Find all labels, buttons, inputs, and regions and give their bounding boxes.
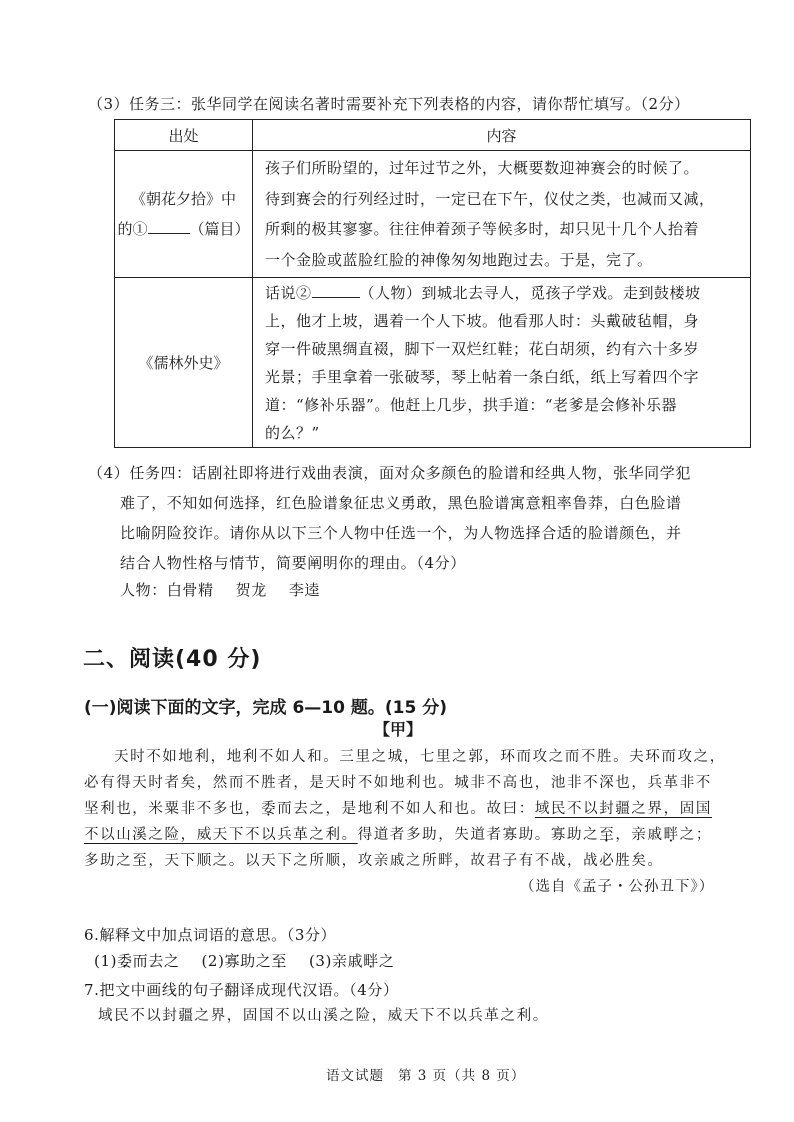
passage-line: 多助之至，天下顺之。以天下之所顺，攻亲戚之所畔，故君子有不战，战必胜矣。 — [84, 853, 664, 869]
blank-1-label: 的① — [117, 220, 148, 238]
page-footer — [326, 1064, 525, 1084]
task4-line: （4）任务四：话剧社即将进行戏曲表演，面对众多颜色的脸谱和经典人物，张华同学犯 — [88, 464, 691, 482]
passage-text: 而去之，是地利不如人和也。故曰： — [277, 801, 535, 817]
row2-line-first — [265, 279, 742, 307]
task4-line: 比喻阴险狡诈。请你从以下三个人物中任选一个，为人物选择合适的脸谱颜色，并 — [120, 524, 682, 542]
task3-heading: （3）任务三：张华同学在阅读名著时需要补充下列表格的内容，请你帮忙填写。（2分） — [88, 95, 690, 113]
passage-text: 坚利也，米粟非不多也， — [84, 801, 262, 817]
passage-line: 必有得天时者矣，然而不胜者，是天时不如地利也。城非不高也，池非不深也，兵革非不 — [84, 775, 712, 791]
blank-2-label: 话说② — [265, 283, 312, 302]
dotted-word: 至 — [271, 952, 287, 970]
character-option: 贺龙 — [235, 581, 267, 599]
answer-blank-1[interactable] — [148, 233, 190, 234]
passage-label: 【甲】 — [374, 720, 423, 739]
characters-label: 人物： — [120, 581, 167, 599]
task4-line: 难了，不知如何选择，红色脸谱象征忠义勇敢，黑色脸谱寓意粗率鲁莽，白色脸谱 — [120, 494, 682, 512]
footer-subject: 语文试题 — [326, 1068, 384, 1084]
row2-source: 《儒林外史》 — [115, 278, 253, 448]
table-row — [115, 278, 751, 448]
row1-content — [253, 151, 751, 278]
passage-text: 之； — [679, 827, 712, 843]
row2-content — [253, 278, 751, 448]
q6-item-number: (1) — [94, 952, 118, 970]
row1-line: 待到赛会的行列经过时，一定已在下午，仪仗之类，也减而又减， — [265, 189, 715, 208]
row1-line: 一个金脸或蓝脸红脸的神像匆匆地跑过去。于是，完了。 — [265, 250, 653, 269]
row1-source-blank-line — [115, 214, 252, 244]
row2-line: 上，他才上坡，遇着一个人下坡。他看那人时：头戴破毡帽，身 — [265, 311, 700, 330]
table-header-row — [115, 120, 751, 151]
dotted-word: 畔 — [363, 952, 379, 970]
row2-line: 穿一件破黑绸直裰，脚下一双烂红鞋；花白胡须，约有六十多岁 — [265, 339, 700, 358]
row1-source — [115, 151, 253, 278]
table-row — [115, 151, 751, 278]
col-content-header: 内容 — [253, 120, 751, 151]
passage-text: ，亲戚 — [615, 827, 664, 843]
row1-line: 孩子们所盼望的，过年过节之外，大概要数迎神赛会的时候了。 — [265, 159, 700, 177]
row1-source-title: 《朝花夕拾》中 — [130, 190, 236, 208]
part-title: (一)阅读下面的文字，完成 6—10 题。(15 分) — [84, 698, 447, 718]
question-7: 7.把文中画线的句子翻译成现代汉语。（4分） — [84, 981, 399, 999]
passage-line — [84, 795, 712, 823]
col-source-header: 出处 — [115, 120, 253, 151]
q6-item-text: 而去之 — [132, 952, 180, 970]
dotted-word: 委 — [117, 952, 133, 970]
dotted-word: 畔 — [663, 827, 680, 843]
blank-1-hint: （篇目） — [189, 220, 250, 238]
row1-line: 所剩的极其寥寥。往往伸着颈子等候多时，却只见十几个人抬着 — [265, 220, 700, 238]
section-title: 二、阅读(40 分) — [83, 647, 262, 672]
question-7-sentence: 域民不以封疆之界，固国不以山溪之险，威天下不以兵革之利。 — [98, 1008, 549, 1024]
dotted-word: 至 — [599, 827, 616, 843]
row2-line: 光景；手里拿着一张破琴，琴上帖着一条白纸，纸上写着四个字 — [265, 367, 700, 386]
row2-first-rest: （人物）到城北去寻人，觅孩子学戏。走到鼓楼坡 — [359, 283, 701, 302]
passage-text: 得道者多助，失道者寡助。寡助之 — [357, 827, 600, 843]
character-option: 白骨精 — [166, 581, 214, 599]
row2-line: 道：“修补乐器”。他赶上几步，拱手道：“老爹是会修补乐器 — [265, 395, 678, 414]
passage-line — [84, 821, 712, 849]
answer-blank-2[interactable] — [312, 297, 360, 298]
q6-item-text: (3)亲戚 — [308, 952, 364, 970]
footer-page-number: 第 3 页（共 8 页） — [398, 1068, 526, 1084]
task4-characters — [120, 575, 320, 605]
q6-item-text: 之 — [378, 952, 395, 970]
passage-line: 天时不如地利，地利不如人和。三里之城，七里之郭，环而攻之而不胜。夫环而攻之， — [114, 749, 726, 765]
passage-source: （选自《孟子・公孙丑下》） — [520, 879, 715, 895]
question-6: 6.解释文中加点词语的意思。（3分） — [84, 926, 337, 944]
underlined-sentence: 不以山溪之险，威天下不以兵革之利。 — [84, 827, 358, 843]
q6-item-text: (2)寡助之 — [201, 952, 272, 970]
underlined-sentence: 域民不以封疆之界，固国 — [534, 801, 712, 817]
character-option: 李逵 — [288, 581, 321, 599]
task4-line: 结合人物性格与情节，简要阐明你的理由。（4分） — [120, 554, 466, 572]
reading-table — [114, 119, 751, 448]
row2-line: 的么？” — [265, 423, 320, 442]
dotted-word: 委 — [261, 801, 278, 817]
question-6-items — [94, 946, 394, 976]
